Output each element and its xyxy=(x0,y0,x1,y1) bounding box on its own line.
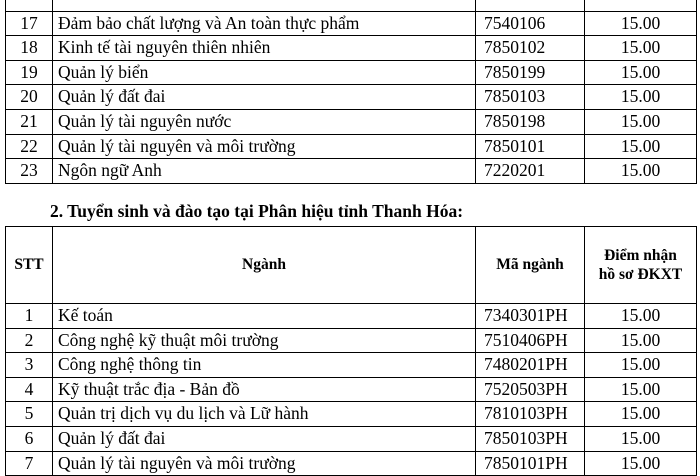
cell-major: Kế toán xyxy=(53,304,476,329)
cell-major-code: 7540106 xyxy=(476,11,585,36)
table-row xyxy=(6,377,697,402)
cell-score: 15.00 xyxy=(585,60,697,85)
table-row xyxy=(6,353,697,378)
cell-major: Đảm bảo chất lượng và An toàn thực phẩm xyxy=(53,11,476,36)
cell-major: Quản lý biển xyxy=(53,60,476,85)
cell-score: 15.00 xyxy=(585,36,697,61)
table-row xyxy=(6,60,697,85)
table-row xyxy=(6,0,697,11)
cell-stt: 4 xyxy=(6,377,53,402)
cell-major-code: 7520503PH xyxy=(476,377,585,402)
cell-stt: 7 xyxy=(6,451,53,476)
cell-major: Quản lý tài nguyên nước xyxy=(53,109,476,134)
cell-major-code: 7850103 xyxy=(476,85,585,110)
section-heading-thanh-hoa: 2. Tuyển sinh và đào tạo tại Phân hiệu tỉnh Thanh Hóa: xyxy=(50,201,464,221)
table-row xyxy=(6,159,697,184)
cell-major: Quản lý đất đai xyxy=(53,426,476,451)
cell-stt: 17 xyxy=(6,11,53,36)
cell-major: Kinh tế tài nguyên thiên nhiên xyxy=(53,36,476,61)
table-row xyxy=(6,134,697,159)
cell-major-code xyxy=(476,0,585,11)
cell-stt: 23 xyxy=(6,159,53,184)
cell-major-code: 7850101PH xyxy=(476,451,585,476)
cell-major-code: 7850103PH xyxy=(476,426,585,451)
header-score xyxy=(585,227,697,304)
cell-major-code: 7850198 xyxy=(476,109,585,134)
cell-major: Quản trị dịch vụ du lịch và Lữ hành xyxy=(53,402,476,427)
cell-score: 15.00 xyxy=(585,304,697,329)
header-stt: STT xyxy=(6,227,53,304)
cell-score: 15.00 xyxy=(585,109,697,134)
cell-major-code: 7480201PH xyxy=(476,353,585,378)
header-score-line2: hồ sơ ĐKXT xyxy=(598,266,683,283)
cell-major: Công nghệ kỹ thuật môi trường xyxy=(53,328,476,353)
table-row xyxy=(6,451,697,476)
cell-stt: 21 xyxy=(6,109,53,134)
admission-table-thanh-hoa xyxy=(5,226,697,476)
table-row xyxy=(6,304,697,329)
cell-stt: 1 xyxy=(6,304,53,329)
cell-major: Kỹ thuật trắc địa - Bản đồ xyxy=(53,377,476,402)
cell-major: Ngôn ngữ Anh xyxy=(53,159,476,184)
cell-score: 15.00 xyxy=(585,85,697,110)
cell-major: Công nghệ thông tin xyxy=(53,353,476,378)
cell-score: 15.00 xyxy=(585,159,697,184)
cell-score xyxy=(585,0,697,11)
table-header-row xyxy=(6,227,697,304)
cell-score: 15.00 xyxy=(585,134,697,159)
cell-score: 15.00 xyxy=(585,11,697,36)
admission-table-thanh-hoa-body xyxy=(6,304,697,476)
cell-stt: 18 xyxy=(6,36,53,61)
header-major: Ngành xyxy=(53,227,476,304)
cell-score: 15.00 xyxy=(585,377,697,402)
table-row xyxy=(6,426,697,451)
table-row xyxy=(6,11,697,36)
cell-stt: 19 xyxy=(6,60,53,85)
cell-stt: 3 xyxy=(6,353,53,378)
cell-major-code: 7340301PH xyxy=(476,304,585,329)
table-row xyxy=(6,328,697,353)
cell-score: 15.00 xyxy=(585,426,697,451)
table-row xyxy=(6,109,697,134)
header-major-code: Mã ngành xyxy=(476,227,585,304)
cell-major-code: 7810103PH xyxy=(476,402,585,427)
admission-table-main xyxy=(5,0,697,184)
cell-major-code: 7220201 xyxy=(476,159,585,184)
cell-score: 15.00 xyxy=(585,451,697,476)
cell-stt: 5 xyxy=(6,402,53,427)
cell-score: 15.00 xyxy=(585,353,697,378)
cell-stt xyxy=(6,0,53,11)
table-row xyxy=(6,85,697,110)
cell-major-code: 7850102 xyxy=(476,36,585,61)
table-row xyxy=(6,36,697,61)
cell-stt: 2 xyxy=(6,328,53,353)
cell-major xyxy=(53,0,476,11)
cell-major-code: 7850199 xyxy=(476,60,585,85)
cell-stt: 6 xyxy=(6,426,53,451)
cell-score: 15.00 xyxy=(585,328,697,353)
admission-table-main-body xyxy=(6,0,697,183)
cell-major-code: 7850101 xyxy=(476,134,585,159)
cell-major: Quản lý đất đai xyxy=(53,85,476,110)
cell-major: Quản lý tài nguyên và môi trường xyxy=(53,451,476,476)
cell-score: 15.00 xyxy=(585,402,697,427)
cell-major-code: 7510406PH xyxy=(476,328,585,353)
table-row xyxy=(6,402,697,427)
cell-major: Quản lý tài nguyên và môi trường xyxy=(53,134,476,159)
cell-stt: 22 xyxy=(6,134,53,159)
header-score-line1: Điểm nhận xyxy=(604,246,677,264)
cell-stt: 20 xyxy=(6,85,53,110)
